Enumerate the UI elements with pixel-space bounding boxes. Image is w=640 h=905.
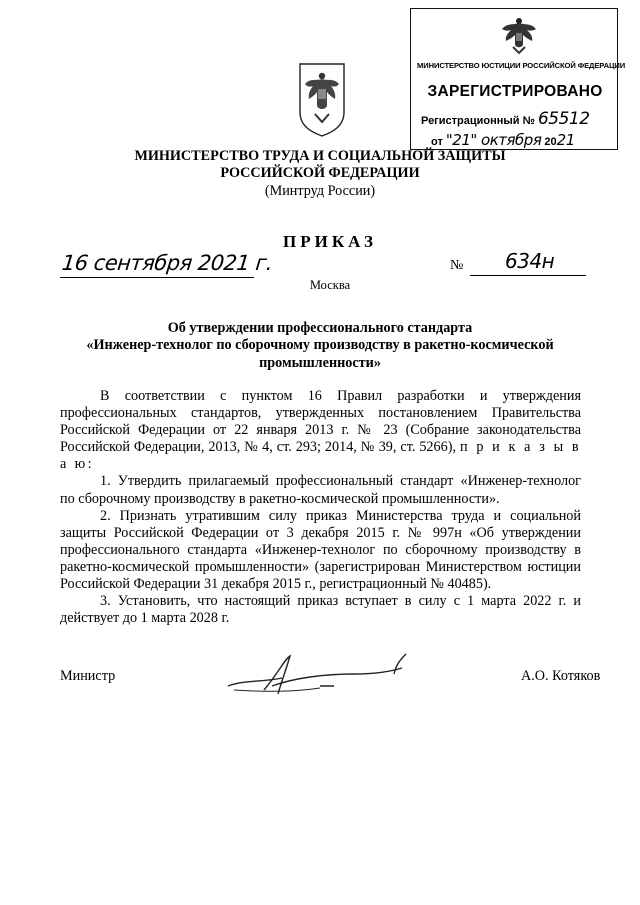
signatory-title: Министр: [60, 668, 116, 684]
subject-line-1: Об утверждении профессионального стандарта: [167, 320, 473, 336]
body-item-1: 1. Утвердить прилагаемый профессиональный стандарт «Инженер-технолог по сборочному производству в ракетно-космической промышленности».: [60, 473, 581, 507]
stamp-date-handwritten: "21" октября: [445, 131, 542, 149]
registration-stamp: [410, 8, 626, 150]
coat-of-arms-icon: [297, 62, 347, 138]
stamp-year-handwritten: 21: [556, 131, 575, 149]
ministry-name-line-2: РОССИЙСКОЙ ФЕДЕРАЦИИ: [220, 165, 420, 181]
stamp-eagle-emblem-icon: [499, 15, 539, 55]
order-date-underline: [60, 277, 254, 278]
order-number-underline: [470, 275, 586, 276]
order-subject: [60, 320, 580, 372]
stamp-registration-line: [421, 109, 621, 129]
ministry-short-name: (Минтруд России): [264, 183, 376, 199]
stamp-year-prefix: 20: [544, 136, 557, 148]
stamp-reg-label: Регистрационный №: [421, 115, 535, 127]
body-item-2: 2. Признать утратившим силу приказ Министерства труда и социальной защиты Российской Федерации от 3 декабря 2015 г. № 997н «Об утверждении профессионального стандарта «Инженер-технолог по сборочному производству в ракетно-космической промышленности» (зарегистрирован Министерством юстиции Российской Федерации 31 декабря 2015 г., регистрационный № 40485).: [60, 507, 581, 593]
body-intro-command: п р и к а з ы в а ю:: [60, 439, 582, 473]
stamp-reg-number: 65512: [537, 109, 590, 129]
order-number-label: №: [450, 258, 464, 273]
order-number-handwritten: 634н: [505, 249, 555, 273]
stamp-date-line: [431, 131, 621, 149]
handwritten-signature: [224, 650, 424, 700]
order-city: Москва: [309, 278, 351, 292]
order-body: [60, 388, 581, 627]
body-intro-paragraph: [60, 388, 581, 473]
stamp-status: ЗАРЕГИСТРИРОВАНО: [427, 83, 603, 100]
stamp-date-prefix: от: [431, 136, 443, 148]
order-date-handwritten: 16 сентября 2021 г.: [60, 251, 274, 275]
ministry-name-line-1: МИНИСТЕРСТВО ТРУДА И СОЦИАЛЬНОЙ ЗАЩИТЫ: [134, 148, 506, 164]
signatory-name: А.О. Котяков: [521, 668, 601, 684]
order-title: ПРИКАЗ: [283, 232, 377, 251]
stamp-organization: МИНИСТЕРСТВО ЮСТИЦИИ РОССИЙСКОЙ ФЕДЕРАЦИИ: [417, 61, 626, 70]
subject-line-3: промышленности»: [259, 354, 381, 371]
body-intro-text: В соответствии с пунктом 16 Правил разработки и утверждения профессиональных стандартов, утвержденных постановлением Правительства Российской Федерации от 22 января 2013 г. № 23 (Собрание законодательства Российской Федерации, 2013, № 4, ст. 293; 2014, № 39, ст. 5266),: [60, 388, 581, 456]
body-item-3: 3. Установить, что настоящий приказ вступает в силу с 1 марта 2022 г. и действует до 1 марта 2028 г.: [60, 593, 581, 627]
subject-line-2: «Инженер-технолог по сборочному производству в ракетно-космической: [86, 337, 554, 354]
